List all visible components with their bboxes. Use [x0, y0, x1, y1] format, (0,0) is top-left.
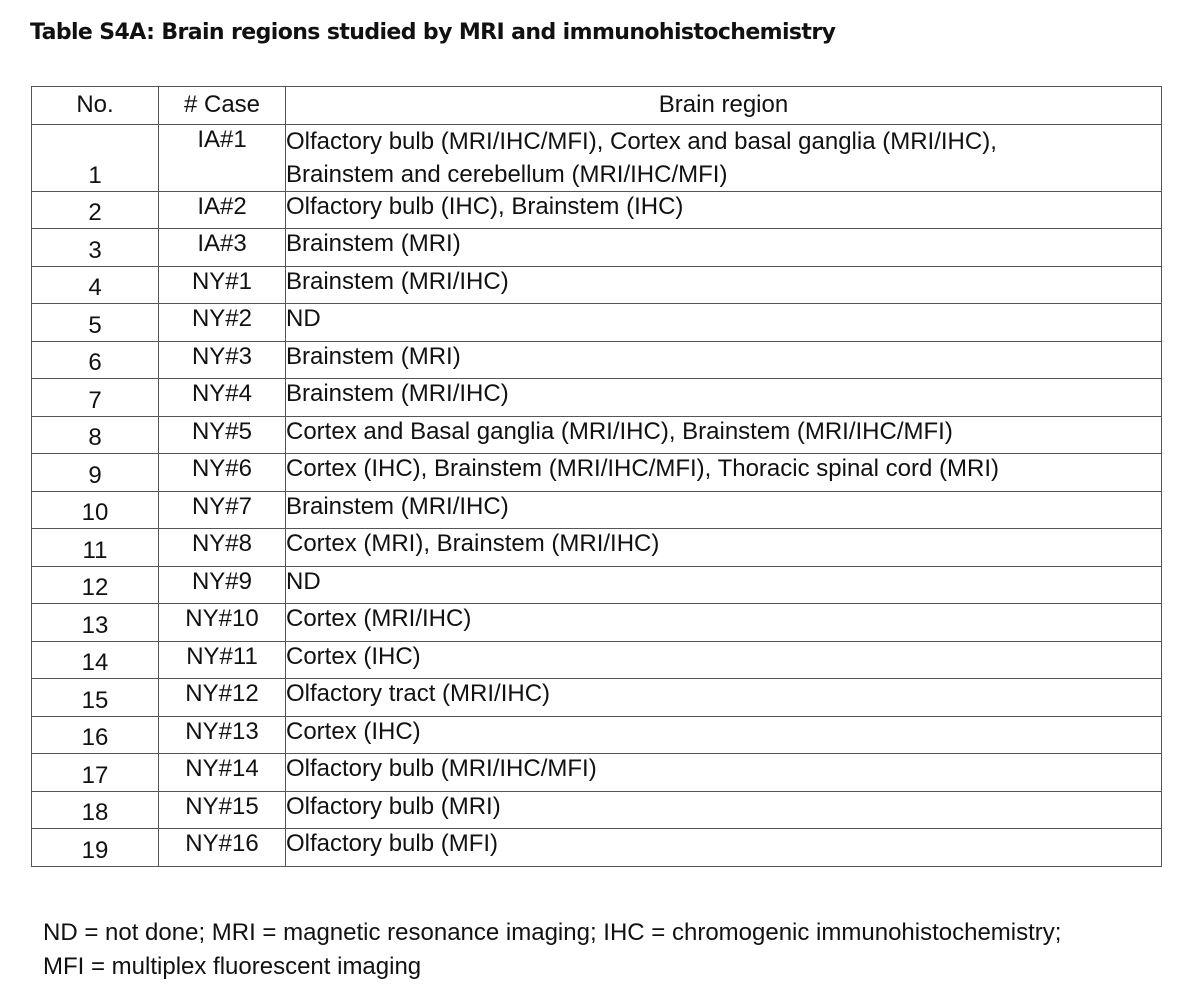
cell-brain-region — [286, 679, 1162, 717]
cell-no: 16 — [32, 716, 159, 754]
cell-case: IA#1 — [159, 124, 286, 191]
table-row — [32, 266, 1162, 304]
table-row — [32, 229, 1162, 267]
cell-case: NY#14 — [159, 754, 286, 792]
brain-region-line: Cortex (IHC) — [286, 642, 421, 670]
cell-case: NY#13 — [159, 716, 286, 754]
brain-region-line: Brainstem (MRI) — [286, 230, 461, 257]
cell-case: NY#3 — [159, 341, 286, 379]
brain-region-line: Cortex (IHC) — [286, 717, 421, 745]
footnote-line-1: ND = not done; MRI = magnetic resonance imaging; IHC = chromogenic immunohistochemistry; — [43, 919, 1062, 946]
column-header-case: # Case — [159, 87, 286, 125]
cell-case: IA#2 — [159, 191, 286, 229]
brain-region-line: Brainstem and cerebellum (MRI/IHC/MFI) — [286, 160, 728, 188]
cell-no: 9 — [32, 454, 159, 492]
cell-no: 10 — [32, 491, 159, 529]
table-row — [32, 716, 1162, 754]
cell-no: 19 — [32, 829, 159, 867]
table-row — [32, 604, 1162, 642]
table-row — [32, 829, 1162, 867]
brain-region-line: Olfactory bulb (MFI) — [286, 830, 499, 857]
brain-region-line: Olfactory bulb (MRI) — [286, 792, 501, 820]
cell-no: 17 — [32, 754, 159, 792]
table-row — [32, 491, 1162, 529]
cell-no: 3 — [32, 229, 159, 267]
cell-case: NY#7 — [159, 491, 286, 529]
cell-no: 1 — [32, 124, 159, 191]
cell-brain-region — [286, 454, 1162, 492]
table-title: Table S4A: Brain regions studied by MRI and immunohistochemistry — [30, 20, 836, 45]
brain-region-line: Cortex (MRI/IHC) — [286, 605, 472, 632]
cell-case: NY#10 — [159, 604, 286, 642]
table-body — [32, 124, 1162, 866]
cell-brain-region — [286, 491, 1162, 529]
brain-region-line: Olfactory tract (MRI/IHC) — [286, 680, 551, 707]
table-row — [32, 641, 1162, 679]
cell-case: NY#1 — [159, 266, 286, 304]
brain-region-line: Olfactory bulb (MRI/IHC/MFI) — [286, 755, 597, 782]
table-row — [32, 304, 1162, 342]
cell-no: 11 — [32, 529, 159, 567]
brain-region-line: Brainstem (MRI) — [286, 342, 461, 370]
table-row — [32, 124, 1162, 191]
cell-no: 13 — [32, 604, 159, 642]
cell-brain-region — [286, 529, 1162, 567]
column-header-no: No. — [32, 87, 159, 125]
cell-no: 12 — [32, 566, 159, 604]
table-row — [32, 679, 1162, 717]
table-row — [32, 754, 1162, 792]
column-header-brain-region: Brain region — [286, 87, 1162, 125]
cell-case: NY#4 — [159, 379, 286, 417]
brain-region-line: Brainstem (MRI/IHC) — [286, 267, 509, 295]
table-row — [32, 791, 1162, 829]
brain-region-line: Cortex (MRI), Brainstem (MRI/IHC) — [286, 530, 660, 557]
cell-brain-region — [286, 304, 1162, 342]
footnote — [43, 916, 1061, 984]
table-row — [32, 566, 1162, 604]
cell-brain-region — [286, 641, 1162, 679]
brain-region-line: Cortex (IHC), Brainstem (MRI/IHC/MFI), Thoracic spinal cord (MRI) — [286, 455, 999, 482]
cell-brain-region — [286, 791, 1162, 829]
cell-case: IA#3 — [159, 229, 286, 267]
cell-brain-region — [286, 266, 1162, 304]
cell-case: NY#15 — [159, 791, 286, 829]
cell-brain-region — [286, 566, 1162, 604]
cell-brain-region — [286, 716, 1162, 754]
cell-brain-region — [286, 341, 1162, 379]
cell-no: 5 — [32, 304, 159, 342]
cell-no: 14 — [32, 641, 159, 679]
brain-region-line: Cortex and Basal ganglia (MRI/IHC), Brainstem (MRI/IHC/MFI) — [286, 417, 953, 445]
cell-brain-region — [286, 416, 1162, 454]
cell-brain-region — [286, 829, 1162, 867]
cell-brain-region — [286, 754, 1162, 792]
cell-case: NY#11 — [159, 641, 286, 679]
table-row — [32, 416, 1162, 454]
cell-brain-region — [286, 229, 1162, 267]
table-row — [32, 341, 1162, 379]
cell-case: NY#9 — [159, 566, 286, 604]
table-row — [32, 454, 1162, 492]
footnote-line-2: MFI = multiplex fluorescent imaging — [43, 953, 422, 980]
cell-brain-region — [286, 191, 1162, 229]
cell-no: 18 — [32, 791, 159, 829]
cell-no: 6 — [32, 341, 159, 379]
brain-regions-table — [31, 86, 1162, 867]
cell-no: 7 — [32, 379, 159, 417]
table-row — [32, 529, 1162, 567]
table-row — [32, 379, 1162, 417]
brain-region-line: Brainstem (MRI/IHC) — [286, 492, 509, 520]
cell-case: NY#6 — [159, 454, 286, 492]
brain-region-line: Brainstem (MRI/IHC) — [286, 380, 509, 407]
brain-region-line: Olfactory bulb (MRI/IHC/MFI), Cortex and basal ganglia (MRI/IHC), — [286, 127, 997, 155]
cell-case: NY#12 — [159, 679, 286, 717]
cell-case: NY#16 — [159, 829, 286, 867]
cell-brain-region — [286, 124, 1162, 191]
cell-no: 4 — [32, 266, 159, 304]
cell-case: NY#8 — [159, 529, 286, 567]
table-row — [32, 191, 1162, 229]
cell-brain-region — [286, 379, 1162, 417]
cell-no: 8 — [32, 416, 159, 454]
table-header-row — [32, 87, 1162, 125]
cell-no: 2 — [32, 191, 159, 229]
brain-region-line: ND — [286, 305, 321, 332]
cell-no: 15 — [32, 679, 159, 717]
brain-region-line: ND — [286, 567, 321, 595]
cell-case: NY#2 — [159, 304, 286, 342]
cell-brain-region — [286, 604, 1162, 642]
cell-case: NY#5 — [159, 416, 286, 454]
brain-region-line: Olfactory bulb (IHC), Brainstem (IHC) — [286, 192, 684, 220]
